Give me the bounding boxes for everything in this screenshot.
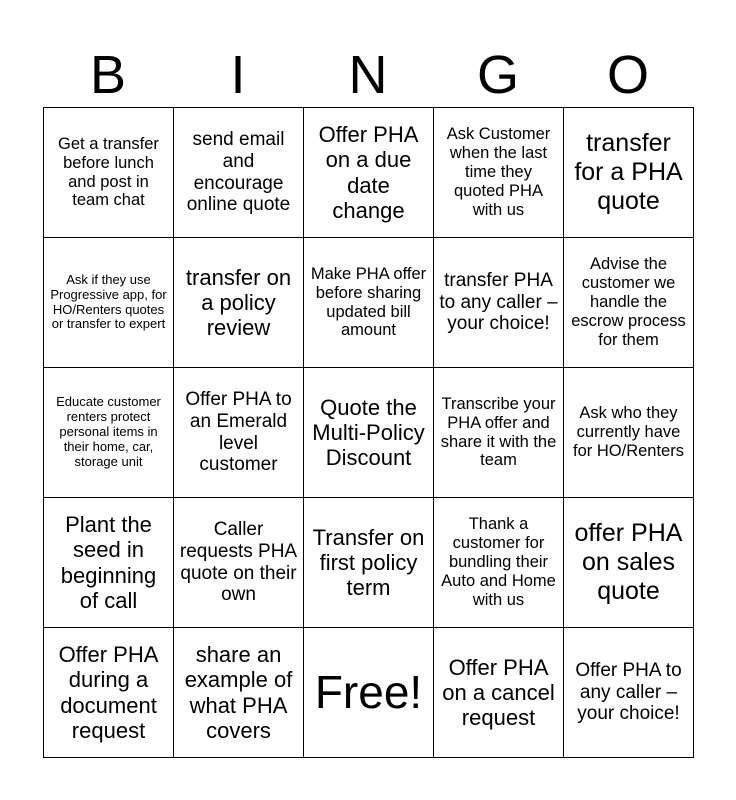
bingo-cell: transfer for a PHA quote	[564, 108, 694, 238]
bingo-header	[43, 44, 693, 106]
bingo-cell: Offer PHA to any caller – your choice!	[564, 628, 694, 758]
bingo-board	[43, 107, 694, 758]
board-row	[44, 368, 694, 498]
header-letter-o: O	[606, 45, 649, 105]
bingo-cell: Transcribe your PHA offer and share it with the team	[434, 368, 564, 498]
board-row	[44, 498, 694, 628]
bingo-cell: Get a transfer before lunch and post in team chat	[44, 108, 174, 238]
bingo-cell: transfer PHA to any caller – your choice!	[434, 238, 564, 368]
bingo-cell: Ask if they use Progressive app, for HO/Renters quotes or transfer to expert	[44, 238, 174, 368]
bingo-cell: Educate customer renters protect personal items in their home, car, storage unit	[44, 368, 174, 498]
bingo-cell: Advise the customer we handle the escrow process for them	[564, 238, 694, 368]
bingo-cell: offer PHA on sales quote	[564, 498, 694, 628]
board-row	[44, 108, 694, 238]
bingo-cell: Offer PHA on a due date change	[304, 108, 434, 238]
bingo-cell: Make PHA offer before sharing updated bill amount	[304, 238, 434, 368]
bingo-cell: Plant the seed in beginning of call	[44, 498, 174, 628]
board-row	[44, 628, 694, 758]
bingo-cell: Offer PHA on a cancel request	[434, 628, 564, 758]
bingo-cell: send email and encourage online quote	[174, 108, 304, 238]
bingo-cell: Ask Customer when the last time they quoted PHA with us	[434, 108, 564, 238]
header-letter-n: N	[348, 45, 388, 105]
free-space-cell: Free!	[304, 628, 434, 758]
header-letter-i: I	[230, 45, 246, 105]
bingo-cell: transfer on a policy review	[174, 238, 304, 368]
header-letter-g: G	[476, 45, 519, 105]
bingo-cell: Offer PHA to an Emerald level customer	[174, 368, 304, 498]
bingo-cell: Quote the Multi-Policy Discount	[304, 368, 434, 498]
board-row	[44, 238, 694, 368]
bingo-cell: Ask who they currently have for HO/Renters	[564, 368, 694, 498]
bingo-cell: Transfer on first policy term	[304, 498, 434, 628]
bingo-cell: Offer PHA during a document request	[44, 628, 174, 758]
bingo-cell: share an example of what PHA covers	[174, 628, 304, 758]
bingo-cell: Thank a customer for bundling their Auto and Home with us	[434, 498, 564, 628]
bingo-cell: Caller requests PHA quote on their own	[174, 498, 304, 628]
header-letter-b: B	[89, 45, 127, 105]
